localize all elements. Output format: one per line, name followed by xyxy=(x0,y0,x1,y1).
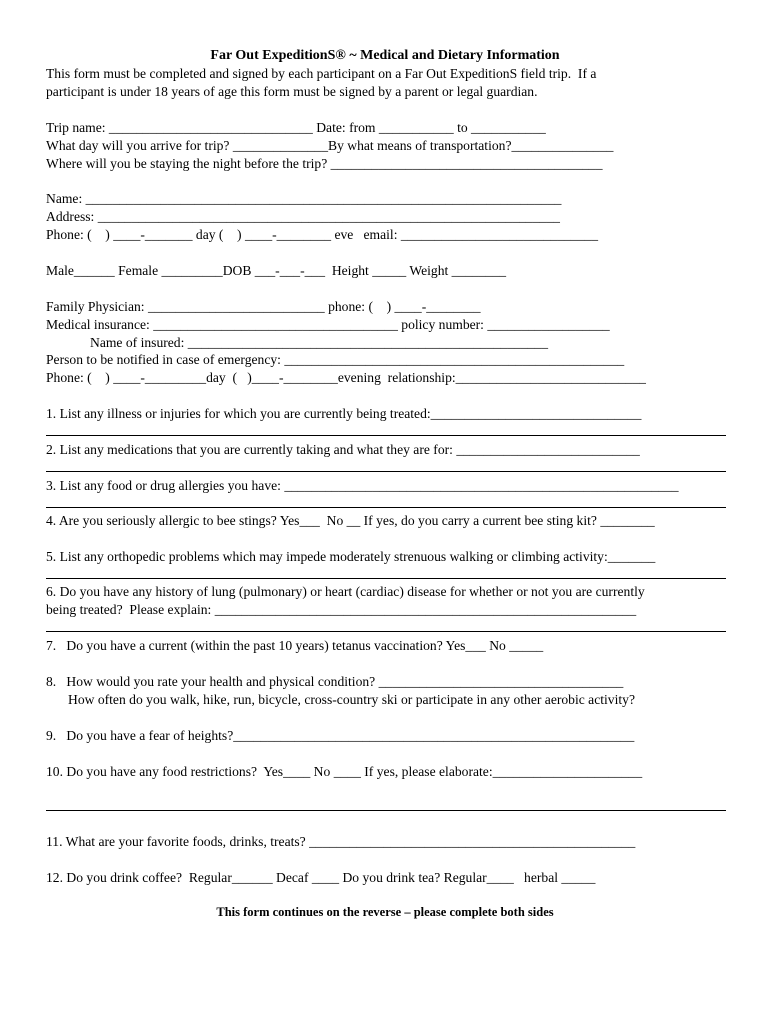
question-6-line-1: 6. Do you have any history of lung (pulmonary) or heart (cardiac) disease for whether or not you are currently xyxy=(46,584,645,599)
question-4[interactable]: 4. Are you seriously allergic to bee stings? Yes___ No __ If yes, do you carry a current bee sting kit? ________ xyxy=(46,513,655,528)
question-2[interactable]: 2. List any medications that you are currently taking and what they are for: ___________________________ xyxy=(46,442,640,457)
question-5[interactable]: 5. List any orthopedic problems which may impede moderately strenuous walking or climbing activity:_______ xyxy=(46,549,656,564)
name-field[interactable]: Name: ______________________________________________________________________ xyxy=(46,191,562,206)
answer-line-3[interactable] xyxy=(46,507,726,508)
question-9[interactable]: 9. Do you have a fear of heights?___________________________________________________________ xyxy=(46,728,635,743)
question-3[interactable]: 3. List any food or drug allergies you have: __________________________________________________________ xyxy=(46,478,679,493)
trip-name-date-field[interactable]: Trip name: ______________________________ Date: from ___________ to ___________ xyxy=(46,120,546,135)
question-1[interactable]: 1. List any illness or injuries for which you are currently being treated:_______________________________ xyxy=(46,406,642,421)
address-field[interactable]: Address: ____________________________________________________________________ xyxy=(46,209,560,224)
medical-insurance-field[interactable]: Medical insurance: ____________________________________ policy number: __________________ xyxy=(46,317,610,332)
question-12[interactable]: 12. Do you drink coffee? Regular______ Decaf ____ Do you drink tea? Regular____ herbal _____ xyxy=(46,870,596,885)
emergency-phone-field[interactable]: Phone: ( ) ____-_________day ( )____-________evening relationship:____________________________ xyxy=(46,370,646,385)
answer-line-1[interactable] xyxy=(46,435,726,436)
question-8-line-1[interactable]: 8. How would you rate your health and physical condition? ____________________________________ xyxy=(46,674,624,689)
night-before-field[interactable]: Where will you be staying the night before the trip? ________________________________________ xyxy=(46,156,603,171)
question-10[interactable]: 10. Do you have any food restrictions? Yes____ No ____ If yes, please elaborate:______________________ xyxy=(46,764,643,779)
question-7[interactable]: 7. Do you have a current (within the past 10 years) tetanus vaccination? Yes___ No _____ xyxy=(46,638,544,653)
arrival-transport-field[interactable]: What day will you arrive for trip? ______________By what means of transportation?_______________ xyxy=(46,138,614,153)
intro-line-1: This form must be completed and signed by each participant on a Far Out ExpeditionS field trip. If a xyxy=(46,66,597,81)
phone-email-field[interactable]: Phone: ( ) ____-_______ day ( ) ____-________ eve email: _____________________________ xyxy=(46,227,598,242)
emergency-contact-field[interactable]: Person to be notified in case of emergency: __________________________________________________ xyxy=(46,352,625,367)
question-6-line-2[interactable]: being treated? Please explain: ______________________________________________________________ xyxy=(46,602,637,617)
demographics-field[interactable]: Male______ Female _________DOB ___-___-___ Height _____ Weight ________ xyxy=(46,263,507,278)
answer-line-2[interactable] xyxy=(46,471,726,472)
answer-line-5[interactable] xyxy=(46,578,726,579)
reverse-side-notice: This form continues on the reverse – please complete both sides xyxy=(216,905,554,919)
family-physician-field[interactable]: Family Physician: __________________________ phone: ( ) ____-________ xyxy=(46,299,481,314)
answer-line-10[interactable] xyxy=(46,810,726,811)
question-8-line-2: How often do you walk, hike, run, bicycle, cross-country ski or participate in any other aerobic activity? xyxy=(68,692,635,707)
question-11[interactable]: 11. What are your favorite foods, drinks, treats? ________________________________________________ xyxy=(46,834,636,849)
intro-line-2: participant is under 18 years of age this form must be signed by a parent or legal guardian. xyxy=(46,84,538,99)
form-title: Far Out ExpeditionS® ~ Medical and Dietary Information xyxy=(210,48,560,63)
name-of-insured-field[interactable]: Name of insured: _____________________________________________________ xyxy=(90,335,549,350)
answer-line-6[interactable] xyxy=(46,631,726,632)
